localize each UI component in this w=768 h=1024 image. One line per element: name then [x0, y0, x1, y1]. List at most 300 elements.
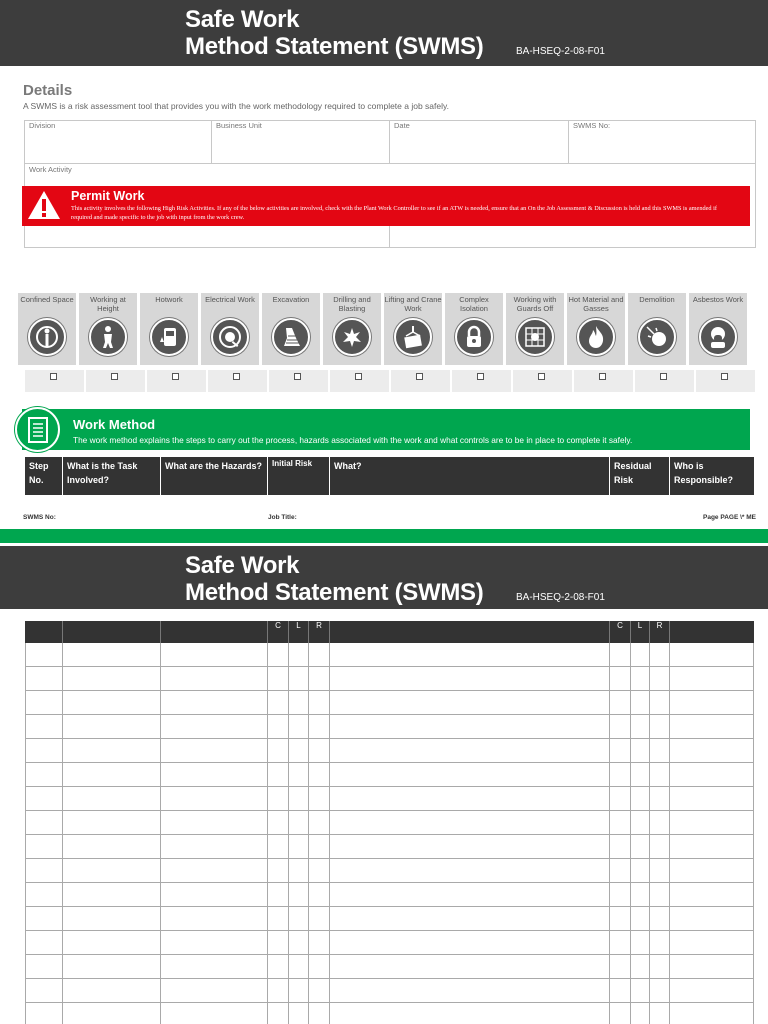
hazard-label: Drilling and Blasting — [333, 295, 371, 313]
hot-material-icon — [577, 318, 615, 356]
table-cell[interactable] — [631, 715, 650, 739]
table-cell[interactable] — [670, 1003, 754, 1024]
table-cell[interactable] — [161, 763, 268, 787]
table-cell[interactable] — [25, 907, 63, 931]
table-cell[interactable] — [289, 667, 309, 691]
table-cell[interactable] — [309, 811, 330, 835]
hazard-icons-row — [18, 293, 754, 365]
permit-work-title: Permit Work — [71, 189, 145, 203]
table-cell[interactable] — [63, 979, 161, 1003]
table-cell[interactable] — [63, 667, 161, 691]
table-cell[interactable] — [289, 907, 309, 931]
permit-work-text: This activity involves the following High Risk Activities. If any of the below activities are involved, check with the Plant Work Controller to see if an ATW is needed, ensure that an On the Job Assessment & Discussion is held and this SWMS is amended if required and made specific to the job with input from the work crew. — [71, 205, 717, 221]
table-cell[interactable] — [670, 739, 754, 763]
grid-header-r2: R — [650, 621, 670, 643]
table-cell[interactable] — [610, 955, 631, 979]
table-cell[interactable] — [309, 955, 330, 979]
table-row — [25, 883, 754, 907]
date-label: Date — [394, 121, 410, 130]
table-cell[interactable] — [268, 739, 289, 763]
table-cell[interactable] — [63, 739, 161, 763]
table-cell[interactable] — [289, 643, 309, 667]
table-cell[interactable] — [289, 715, 309, 739]
footer-page: Page PAGE \* ME — [703, 514, 756, 521]
hazard-electrical-work — [201, 293, 259, 365]
table-cell[interactable] — [25, 763, 63, 787]
table-row — [25, 667, 754, 691]
table-cell[interactable] — [330, 811, 610, 835]
details-heading: Details — [23, 82, 73, 99]
hazard-label: Hot Material and Gasses — [568, 295, 624, 313]
table-cell[interactable] — [330, 907, 610, 931]
grid-header-cell — [330, 621, 610, 643]
table-row — [25, 979, 754, 1003]
table-cell[interactable] — [63, 907, 161, 931]
table-cell[interactable] — [161, 739, 268, 763]
table-cell[interactable] — [289, 787, 309, 811]
table-cell[interactable] — [650, 763, 670, 787]
table-cell[interactable] — [289, 763, 309, 787]
details-description: A SWMS is a risk assessment tool that provides you with the work methodology required to complete a job safely. — [23, 101, 449, 111]
table-cell[interactable] — [63, 955, 161, 979]
table-cell[interactable] — [610, 907, 631, 931]
footer-job-title: Job Title: — [268, 514, 297, 521]
checkbox-asbestos-work[interactable] — [721, 373, 728, 380]
hazard-asbestos-work — [689, 293, 747, 365]
page2-header-title-line2: Method Statement (SWMS) — [185, 579, 484, 606]
table-cell[interactable] — [610, 739, 631, 763]
table-cell[interactable] — [63, 835, 161, 859]
table-cell[interactable] — [161, 715, 268, 739]
hazard-checkbox-cell — [208, 370, 267, 392]
table-cell[interactable] — [631, 667, 650, 691]
table-cell[interactable] — [631, 931, 650, 955]
table-row — [25, 931, 754, 955]
table-cell[interactable] — [610, 715, 631, 739]
warning-triangle-icon — [27, 189, 61, 221]
table-cell[interactable] — [631, 643, 650, 667]
grid-header-r1: R — [309, 621, 330, 643]
table-cell[interactable] — [289, 955, 309, 979]
checkbox-confined-space[interactable] — [50, 373, 57, 380]
table-cell[interactable] — [63, 643, 161, 667]
table-cell[interactable] — [161, 811, 268, 835]
hazard-hot-material — [567, 293, 625, 365]
table-cell[interactable] — [161, 979, 268, 1003]
table-cell[interactable] — [268, 763, 289, 787]
table-cell[interactable] — [309, 907, 330, 931]
table-row — [25, 691, 754, 715]
grid-header-row — [25, 621, 754, 643]
hazard-label: Demolition — [639, 295, 675, 304]
table-cell[interactable] — [25, 883, 63, 907]
table-row — [25, 859, 754, 883]
table-cell[interactable] — [25, 811, 63, 835]
table-cell[interactable] — [63, 883, 161, 907]
table-cell[interactable] — [631, 859, 650, 883]
table-cell[interactable] — [63, 763, 161, 787]
table-cell[interactable] — [309, 667, 330, 691]
table-cell[interactable] — [289, 835, 309, 859]
lifting-crane-icon — [394, 318, 432, 356]
table-cell[interactable] — [25, 715, 63, 739]
table-cell[interactable] — [650, 859, 670, 883]
form-code: BA-HSEQ-2-08-F01 — [516, 46, 605, 57]
table-cell[interactable] — [309, 763, 330, 787]
table-cell[interactable] — [650, 931, 670, 955]
division-label: Division — [29, 121, 56, 130]
excavation-icon — [272, 318, 310, 356]
checkbox-electrical-work[interactable] — [233, 373, 240, 380]
table-cell[interactable] — [670, 643, 754, 667]
table-cell[interactable] — [650, 787, 670, 811]
table-cell[interactable] — [330, 979, 610, 1003]
table-cell[interactable] — [289, 979, 309, 1003]
table-cell[interactable] — [25, 955, 63, 979]
grid-header-c2: C — [610, 621, 631, 643]
table-cell[interactable] — [309, 643, 330, 667]
hazard-hotwork — [140, 293, 198, 365]
work-activity-divider — [389, 226, 390, 248]
table-row — [25, 835, 754, 859]
table-cell[interactable] — [161, 643, 268, 667]
table-cell[interactable] — [330, 931, 610, 955]
table-cell[interactable] — [650, 715, 670, 739]
hazard-label: Working at Height — [90, 295, 126, 313]
table-cell[interactable] — [631, 907, 650, 931]
table-cell[interactable] — [330, 763, 610, 787]
checkbox-complex-isolation[interactable] — [477, 373, 484, 380]
table-cell[interactable] — [161, 787, 268, 811]
table-cell[interactable] — [610, 691, 631, 715]
table-cell[interactable] — [268, 715, 289, 739]
table-cell[interactable] — [631, 691, 650, 715]
hazard-checkbox-cell — [330, 370, 389, 392]
table-cell[interactable] — [268, 811, 289, 835]
table-cell[interactable] — [650, 979, 670, 1003]
table-cell[interactable] — [161, 1003, 268, 1024]
grid-header-l2: L — [631, 621, 650, 643]
table-cell[interactable] — [309, 691, 330, 715]
table-cell[interactable] — [610, 835, 631, 859]
table-cell[interactable] — [330, 715, 610, 739]
grid-header-cell — [161, 621, 268, 643]
table-cell[interactable] — [330, 667, 610, 691]
table-cell[interactable] — [670, 907, 754, 931]
work-method-description: The work method explains the steps to carry out the process, hazards associated with the work and what controls are to be in place to complete it safely. — [73, 435, 633, 445]
table-cell[interactable] — [268, 979, 289, 1003]
hazard-working-at-height — [79, 293, 137, 365]
swms-no-label: SWMS No: — [573, 121, 611, 130]
table-row — [25, 811, 754, 835]
checkbox-hot-material[interactable] — [599, 373, 606, 380]
col-residual-risk: Residual Risk — [610, 457, 670, 495]
table-row — [25, 739, 754, 763]
checkbox-guards-off[interactable] — [538, 373, 545, 380]
table-cell[interactable] — [25, 859, 63, 883]
table-cell[interactable] — [330, 883, 610, 907]
table-cell[interactable] — [161, 883, 268, 907]
table-cell[interactable] — [330, 739, 610, 763]
page-header — [0, 0, 768, 66]
hazard-checkbox-cell — [696, 370, 755, 392]
table-cell[interactable] — [289, 883, 309, 907]
table-cell[interactable] — [631, 1003, 650, 1024]
checkbox-working-at-height[interactable] — [111, 373, 118, 380]
table-cell[interactable] — [610, 643, 631, 667]
table-cell[interactable] — [670, 811, 754, 835]
table-cell[interactable] — [610, 979, 631, 1003]
hazard-guards-off — [506, 293, 564, 365]
table-cell[interactable] — [25, 667, 63, 691]
hazard-complex-isolation — [445, 293, 503, 365]
hazard-checkbox-cell — [147, 370, 206, 392]
document-list-icon — [15, 407, 60, 452]
table-cell[interactable] — [289, 859, 309, 883]
col-task-involved: What is the Task Involved? — [63, 457, 161, 495]
table-cell[interactable] — [309, 883, 330, 907]
table-cell[interactable] — [631, 787, 650, 811]
page2-header — [0, 546, 768, 609]
table-cell[interactable] — [330, 859, 610, 883]
table-cell[interactable] — [309, 1003, 330, 1024]
table-cell[interactable] — [268, 691, 289, 715]
table-cell[interactable] — [330, 787, 610, 811]
checkbox-excavation[interactable] — [294, 373, 301, 380]
table-cell[interactable] — [670, 715, 754, 739]
table-cell[interactable] — [161, 835, 268, 859]
work-method-banner — [22, 409, 750, 450]
table-cell[interactable] — [25, 1003, 63, 1024]
checkbox-lifting-crane[interactable] — [416, 373, 423, 380]
table-cell[interactable] — [309, 835, 330, 859]
table-cell[interactable] — [650, 643, 670, 667]
table-cell[interactable] — [25, 739, 63, 763]
table-cell[interactable] — [330, 643, 610, 667]
table-cell[interactable] — [289, 931, 309, 955]
table-cell[interactable] — [268, 859, 289, 883]
table-cell[interactable] — [330, 1003, 610, 1024]
table-cell[interactable] — [25, 643, 63, 667]
table-cell[interactable] — [268, 907, 289, 931]
table-cell[interactable] — [670, 883, 754, 907]
table-cell[interactable] — [610, 787, 631, 811]
page2-form-code: BA-HSEQ-2-08-F01 — [516, 592, 605, 603]
table-cell[interactable] — [268, 931, 289, 955]
table-cell[interactable] — [63, 859, 161, 883]
table-cell[interactable] — [610, 1003, 631, 1024]
table-cell[interactable] — [268, 667, 289, 691]
table-cell[interactable] — [63, 931, 161, 955]
table-cell[interactable] — [25, 835, 63, 859]
table-cell[interactable] — [650, 1003, 670, 1024]
work-method-table-header — [25, 457, 754, 495]
table-cell[interactable] — [309, 931, 330, 955]
hazard-checkbox-cell — [391, 370, 450, 392]
grid-header-cell — [63, 621, 161, 643]
hazard-checkbox-cell — [635, 370, 694, 392]
hazard-label: Excavation — [272, 295, 310, 304]
table-cell[interactable] — [309, 979, 330, 1003]
table-cell[interactable] — [330, 691, 610, 715]
table-cell[interactable] — [330, 835, 610, 859]
table-cell[interactable] — [25, 931, 63, 955]
table-cell[interactable] — [161, 955, 268, 979]
table-cell[interactable] — [650, 955, 670, 979]
checkbox-demolition[interactable] — [660, 373, 667, 380]
hazard-checkbox-cell — [452, 370, 511, 392]
table-row — [25, 1003, 754, 1024]
table-cell[interactable] — [650, 835, 670, 859]
table-cell[interactable] — [25, 691, 63, 715]
hazard-label: Complex Isolation — [459, 295, 489, 313]
table-cell[interactable] — [268, 955, 289, 979]
table-cell[interactable] — [161, 859, 268, 883]
col-what: What? — [330, 457, 610, 495]
table-cell[interactable] — [650, 739, 670, 763]
table-cell[interactable] — [63, 1003, 161, 1024]
table-cell[interactable] — [161, 931, 268, 955]
table-cell[interactable] — [650, 907, 670, 931]
hazard-label: Hotwork — [155, 295, 183, 304]
business-unit-label: Business Unit — [216, 121, 262, 130]
col-initial-risk: Initial Risk — [268, 457, 330, 495]
hazard-label: Asbestos Work — [692, 295, 744, 304]
table-cell[interactable] — [63, 811, 161, 835]
working-at-height-icon — [89, 318, 127, 356]
grid-header-cell — [25, 621, 63, 643]
table-row — [25, 763, 754, 787]
col-step-no: Step No. — [25, 457, 63, 495]
asbestos-work-icon — [699, 318, 737, 356]
table-cell[interactable] — [670, 931, 754, 955]
table-cell[interactable] — [161, 691, 268, 715]
hazard-confined-space — [18, 293, 76, 365]
table-cell[interactable] — [161, 907, 268, 931]
table-row — [25, 643, 754, 667]
table-cell[interactable] — [670, 955, 754, 979]
table-cell[interactable] — [309, 787, 330, 811]
table-cell[interactable] — [670, 691, 754, 715]
table-cell[interactable] — [330, 955, 610, 979]
hazard-label: Confined Space — [20, 295, 74, 304]
table-cell[interactable] — [268, 1003, 289, 1024]
table-cell[interactable] — [25, 979, 63, 1003]
table-cell[interactable] — [161, 667, 268, 691]
table-cell[interactable] — [670, 763, 754, 787]
header-title-line1: Safe Work — [185, 6, 300, 33]
table-cell[interactable] — [63, 787, 161, 811]
hazard-demolition — [628, 293, 686, 365]
header-title-line2: Method Statement (SWMS) — [185, 33, 484, 60]
table-cell[interactable] — [631, 763, 650, 787]
table-cell[interactable] — [650, 667, 670, 691]
drilling-blasting-icon — [333, 318, 371, 356]
table-cell[interactable] — [631, 979, 650, 1003]
table-cell[interactable] — [289, 739, 309, 763]
hazard-checkbox-cell — [574, 370, 633, 392]
table-cell[interactable] — [268, 643, 289, 667]
checkbox-drilling-blasting[interactable] — [355, 373, 362, 380]
table-cell[interactable] — [268, 835, 289, 859]
table-cell[interactable] — [289, 691, 309, 715]
hazard-drilling-blasting — [323, 293, 381, 365]
table-row — [25, 787, 754, 811]
hazard-lifting-crane — [384, 293, 442, 365]
hazard-excavation — [262, 293, 320, 365]
guards-off-icon — [516, 318, 554, 356]
table-cell[interactable] — [25, 787, 63, 811]
hazard-label: Working with Guards Off — [513, 295, 557, 313]
table-cell[interactable] — [268, 883, 289, 907]
table-cell[interactable] — [63, 715, 161, 739]
table-cell[interactable] — [670, 787, 754, 811]
table-cell[interactable] — [610, 859, 631, 883]
hazard-checkbox-cell — [25, 370, 84, 392]
table-cell[interactable] — [610, 667, 631, 691]
table-row — [25, 907, 754, 931]
page-separator-bar — [0, 529, 768, 543]
table-cell[interactable] — [670, 859, 754, 883]
table-cell[interactable] — [610, 763, 631, 787]
table-cell[interactable] — [309, 715, 330, 739]
table-cell[interactable] — [631, 739, 650, 763]
permit-work-banner — [22, 186, 750, 226]
table-cell[interactable] — [610, 931, 631, 955]
table-cell[interactable] — [670, 979, 754, 1003]
table-cell[interactable] — [670, 667, 754, 691]
table-cell[interactable] — [670, 835, 754, 859]
hazard-label: Electrical Work — [205, 295, 255, 304]
table-cell[interactable] — [610, 883, 631, 907]
electrical-work-icon — [211, 318, 249, 356]
table-row — [25, 715, 754, 739]
table-cell[interactable] — [309, 859, 330, 883]
table-cell[interactable] — [610, 811, 631, 835]
table-cell[interactable] — [268, 787, 289, 811]
hazard-checkbox-cell — [269, 370, 328, 392]
table-cell[interactable] — [650, 883, 670, 907]
complex-isolation-icon — [455, 318, 493, 356]
confined-space-icon — [28, 318, 66, 356]
table-cell[interactable] — [631, 835, 650, 859]
hazard-checkbox-cell — [513, 370, 572, 392]
grid-header-c1: C — [268, 621, 289, 643]
col-hazards: What are the Hazards? — [161, 457, 268, 495]
table-cell[interactable] — [650, 811, 670, 835]
hazard-checkbox-row — [25, 370, 753, 392]
table-cell[interactable] — [289, 1003, 309, 1024]
table-cell[interactable] — [631, 955, 650, 979]
table-cell[interactable] — [650, 691, 670, 715]
date-field[interactable] — [389, 120, 569, 164]
hazard-label: Lifting and Crane Work — [384, 295, 442, 313]
table-cell[interactable] — [63, 691, 161, 715]
hazard-checkbox-cell — [86, 370, 145, 392]
work-method-title: Work Method — [73, 417, 156, 432]
grid-header-l1: L — [289, 621, 309, 643]
checkbox-hotwork[interactable] — [172, 373, 179, 380]
table-cell[interactable] — [631, 811, 650, 835]
table-cell[interactable] — [309, 739, 330, 763]
demolition-icon — [638, 318, 676, 356]
table-cell[interactable] — [631, 883, 650, 907]
table-cell[interactable] — [289, 811, 309, 835]
work-activity-label: Work Activity — [29, 165, 72, 174]
grid-header-cell — [670, 621, 754, 643]
footer-swms-no: SWMS No: — [23, 514, 56, 521]
page2-header-title-line1: Safe Work — [185, 552, 300, 579]
